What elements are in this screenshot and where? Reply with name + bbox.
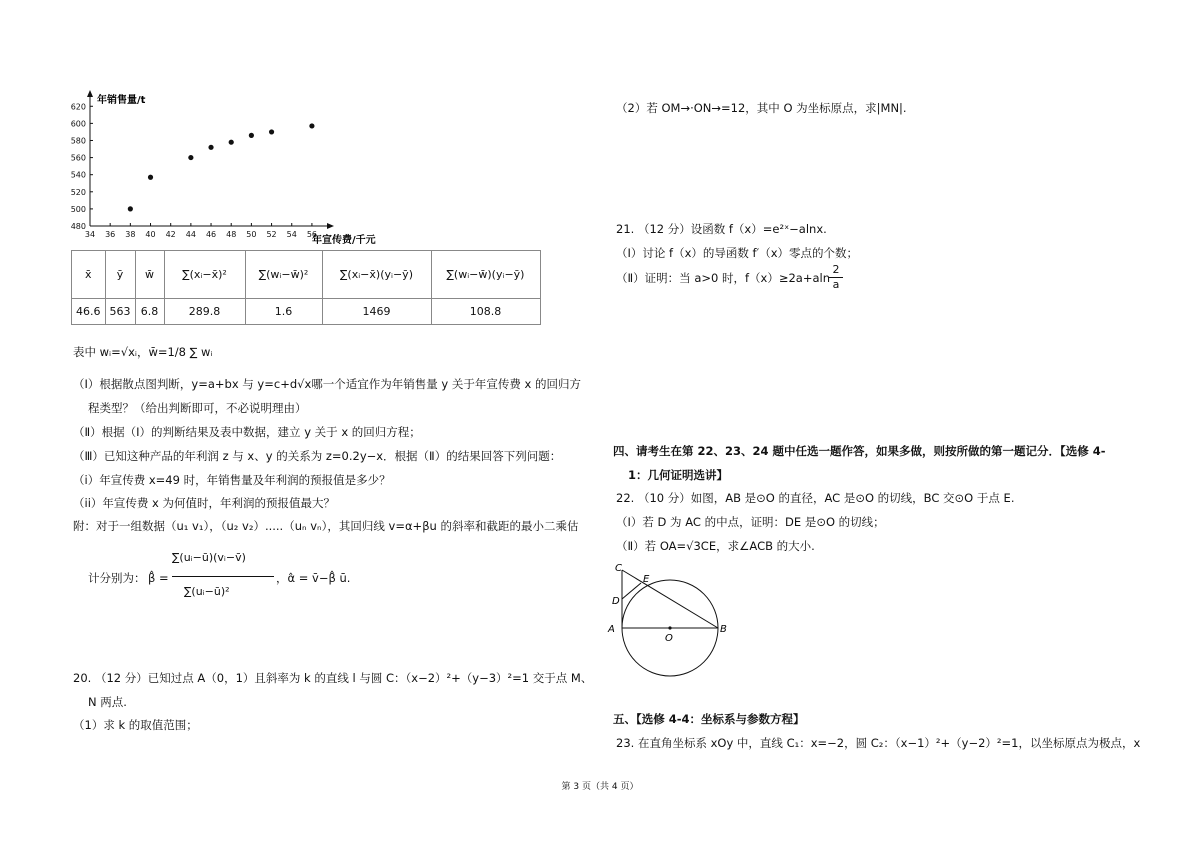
problem-22-q2: （Ⅱ）若 OA=√3CE，求∠ACB 的大小. [616, 539, 815, 553]
table-note: 表中 wᵢ=√xᵢ，w̄=1/8 ∑ wᵢ [73, 345, 213, 359]
x-axis-arrow [327, 223, 334, 229]
value-sum-wy: 108.8 [431, 299, 540, 325]
section-5-heading: 五、【选修 4-4：坐标系与参数方程】 [613, 712, 805, 726]
alpha-hat-formula: ，α̂ = v̄−β̂ ū. [276, 571, 351, 585]
problem-21-q1: （Ⅰ）讨论 f（x）的导函数 f′（x）零点的个数； [616, 246, 859, 260]
problem-21: 21. （12 分）设函数 f（x）=e²ˣ−alnx. [616, 222, 827, 236]
x-axis-label: 年宣传费/千元 [312, 235, 376, 246]
problem-23: 23. 在直角坐标系 xOy 中，直线 C₁：x=−2，圆 C₂：（x−1）²+（y−2）²=1，以坐标原点为极点，x [616, 736, 1141, 750]
circle-figure [605, 560, 735, 680]
label-b: B [720, 624, 727, 635]
stats-table [71, 250, 541, 325]
x-tick-label: 52 [266, 230, 277, 239]
value-xbar: 46.6 [72, 299, 106, 325]
data-point [269, 129, 274, 134]
section-4-heading-cont: 1：几何证明选讲】 [628, 468, 729, 482]
appendix-text: 附：对于一组数据（u₁ v₁），（u₂ v₂）.....（uₙ vₙ），其回归线 v=α+βu 的斜率和截距的最小二乘估 [73, 519, 579, 533]
header-sum-xy: ∑(xᵢ−x̄)(yᵢ−ȳ) [322, 251, 431, 299]
problem-20-line2: N 两点. [88, 695, 127, 709]
label-d: D [612, 596, 620, 607]
x-tick-label: 42 [165, 230, 176, 239]
problem-21-q2: （Ⅱ）证明：当 a>0 时，f（x）≥2a+aln [616, 271, 830, 285]
label-c: C [615, 563, 622, 574]
line-bc [622, 570, 718, 628]
beta-denominator: ∑(uᵢ−ū)² [184, 585, 230, 598]
x-tick-label: 50 [246, 230, 257, 239]
x-tick-label: 56 [306, 230, 318, 239]
x-tick-label: 40 [145, 230, 156, 239]
x-tick-label: 34 [84, 230, 96, 239]
header-sum-ww: ∑(wᵢ−w̄)² [245, 251, 322, 299]
question-3-ii: （ii）年宣传费 x 为何值时，年利润的预报值最大？ [73, 496, 336, 510]
fraction-numerator: 2 [832, 263, 840, 276]
y-tick-label: 540 [70, 170, 86, 180]
question-3: （Ⅲ）已知这种产品的年利润 z 与 x、y 的关系为 z=0.2y−x．根据（Ⅱ）的结果回答下列问题： [73, 449, 562, 463]
value-sum-xx: 289.8 [164, 299, 245, 325]
table-value-row [72, 299, 541, 325]
y-tick-label: 520 [70, 187, 86, 197]
x-tick-label: 54 [286, 230, 297, 239]
problem-20-line1: 20. （12 分）已知过点 A（0，1）且斜率为 k 的直线 l 与圆 C：（x−2）²+（y−3）²=1 交于点 M、 [73, 671, 593, 685]
label-e: E [643, 574, 650, 585]
y-tick-label: 620 [70, 102, 86, 112]
y-tick-label: 580 [70, 136, 86, 146]
x-tick-label: 44 [185, 230, 196, 239]
header-sum-xx: ∑(xᵢ−x̄)² [164, 251, 245, 299]
y-tick-label: 480 [70, 222, 86, 231]
problem-22-q1: （Ⅰ）若 D 为 AC 的中点，证明：DE 是⊙O 的切线； [616, 515, 885, 529]
data-point [208, 145, 213, 150]
problem-22: 22. （10 分）如图，AB 是⊙O 的直径，AC 是⊙O 的切线，BC 交⊙O 于点 E. [616, 491, 1015, 505]
fraction-denominator: a [832, 278, 840, 291]
question-3-i: （i）年宣传费 x=49 时，年销售量及年利润的预报值是多少？ [73, 473, 391, 487]
question-1-line2: 程类型？（给出判断即可，不必说明理由） [88, 401, 307, 415]
header-ybar: ȳ [105, 251, 135, 299]
problem-20-q2: （2）若 OM→·ON→=12，其中 O 为坐标原点，求|MN|. [616, 101, 907, 115]
formula-lead: 计分别为： [88, 571, 146, 585]
data-point [128, 206, 133, 211]
beta-hat-label: β̂ = [148, 571, 169, 585]
x-tick-label: 46 [205, 230, 217, 239]
center-point [668, 626, 671, 629]
data-point [148, 175, 153, 180]
page-footer: 第 3 页（共 4 页） [561, 782, 639, 792]
value-sum-xy: 1469 [322, 299, 431, 325]
header-xbar: x̄ [72, 251, 106, 299]
value-sum-ww: 1.6 [245, 299, 322, 325]
y-tick-label: 600 [70, 119, 86, 129]
problem-20-q1: （1）求 k 的取值范围； [73, 718, 198, 732]
label-o: O [665, 633, 673, 644]
x-tick-label: 36 [105, 230, 116, 239]
beta-numerator: ∑(uᵢ−ū)(vᵢ−v̄) [172, 551, 246, 564]
table-header-row [72, 251, 541, 299]
data-point [188, 155, 193, 160]
y-tick-label: 500 [70, 204, 86, 214]
fraction-bar [172, 576, 274, 577]
label-a: A [608, 624, 615, 635]
y-axis-arrow [87, 90, 93, 97]
scatter-chart [60, 88, 376, 248]
line-de [622, 583, 641, 599]
value-ybar: 563 [105, 299, 135, 325]
data-point [249, 133, 254, 138]
header-wbar: w̄ [135, 251, 164, 299]
question-1-line1: （Ⅰ）根据散点图判断，y=a+bx 与 y=c+d√x哪一个适宜作为年销售量 y 关于年宣传费 x 的回归方 [73, 377, 581, 391]
header-sum-wy: ∑(wᵢ−w̄)(yᵢ−ȳ) [431, 251, 540, 299]
y-tick-label: 560 [70, 153, 86, 163]
y-axis-label: 年销售量/t [97, 95, 146, 106]
data-point [309, 123, 314, 128]
x-tick-label: 38 [125, 230, 136, 239]
x-tick-label: 48 [226, 230, 237, 239]
data-point [229, 140, 234, 145]
value-wbar: 6.8 [135, 299, 164, 325]
section-4-heading: 四、请考生在第 22、23、24 题中任选一题作答，如果多做，则按所做的第一题记分．【选修 4- [613, 444, 1106, 458]
question-2: （Ⅱ）根据（Ⅰ）的判断结果及表中数据，建立 y 关于 x 的回归方程； [73, 425, 421, 439]
